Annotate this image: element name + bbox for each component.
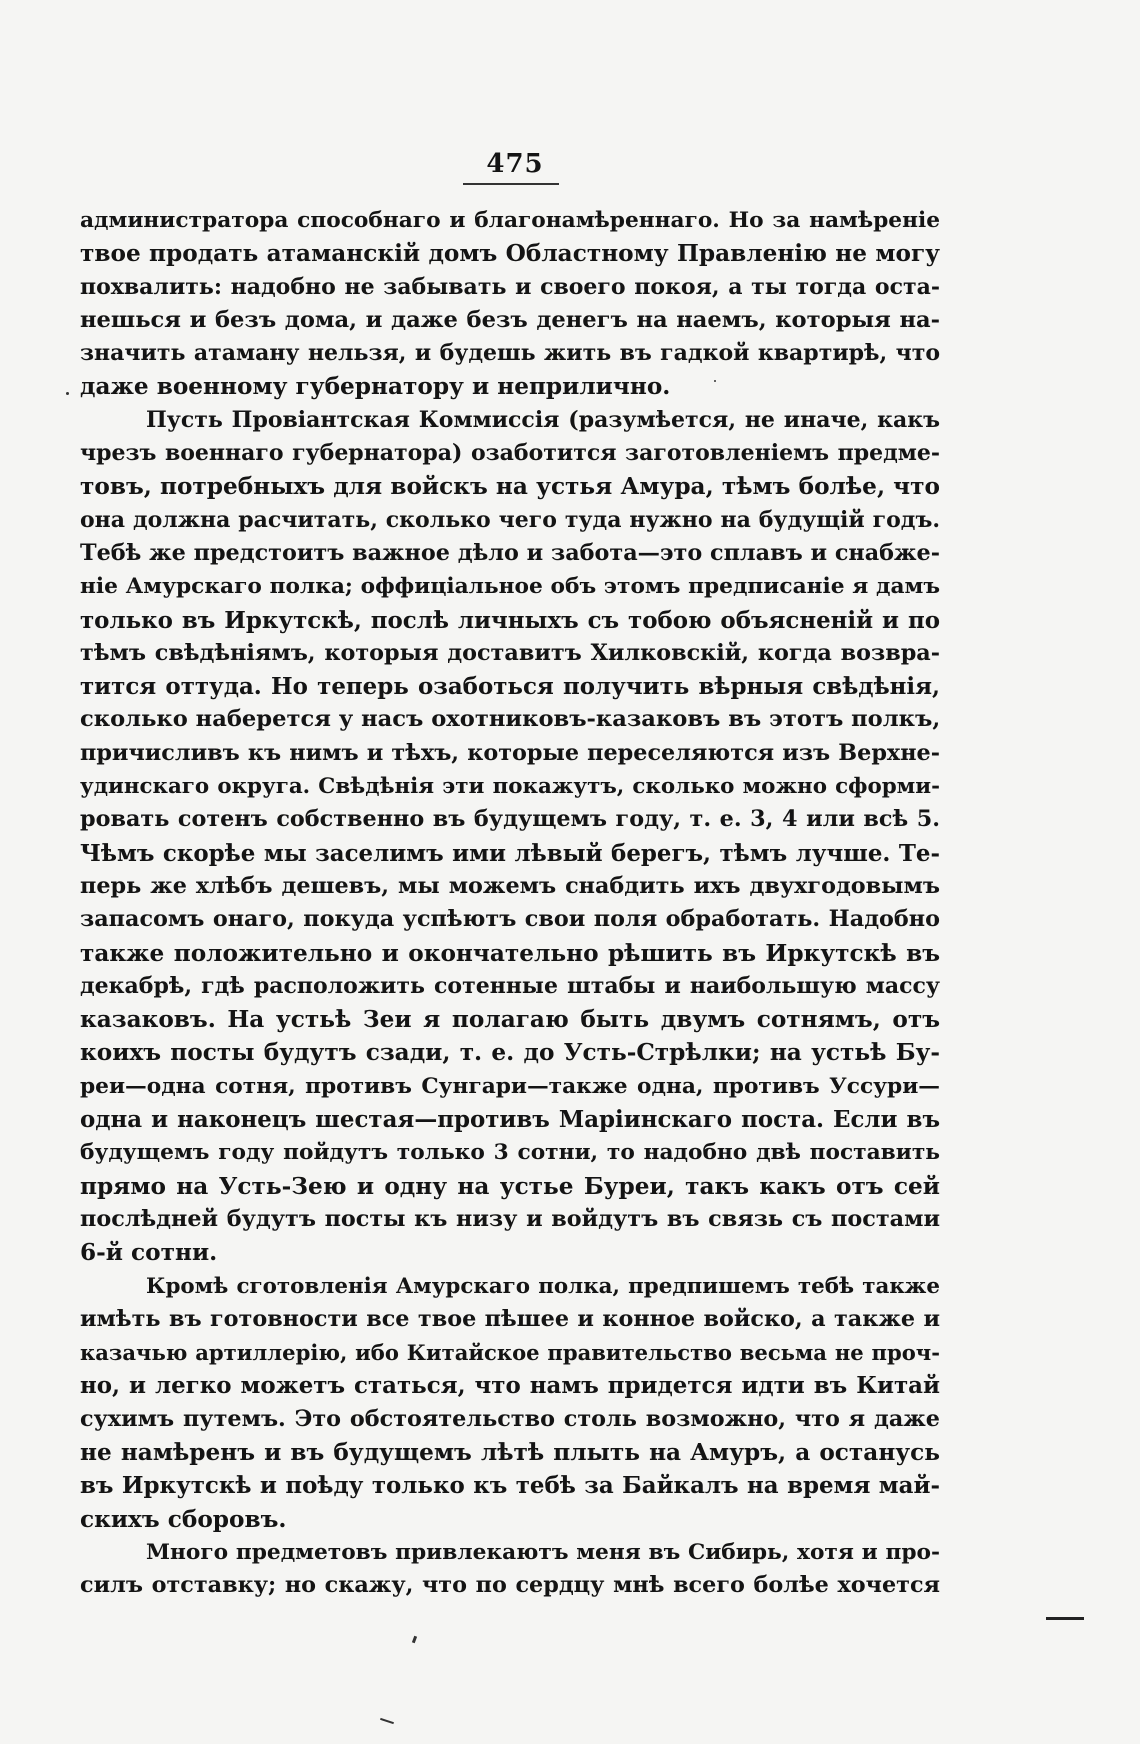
text-line: не намѣренъ и въ будущемъ лѣтѣ плыть на Амуръ, а останусь — [80, 1438, 940, 1466]
paragraph-2 — [80, 404, 940, 1270]
text-line: ніе Амурскаго полка; оффиціальное объ этомъ предписаніе я дамъ — [80, 574, 940, 600]
text-line: нешься и безъ дома, и даже безъ денегъ на наемъ, которыя на- — [80, 306, 940, 333]
body-text — [80, 204, 940, 1602]
text-line: ровать сотенъ собственно въ будущемъ году, т. е. 3, 4 или всѣ 5. — [80, 806, 940, 833]
text-line: Кромѣ сготовленія Амурскаго полка, предпишемъ тебѣ также — [146, 1273, 940, 1299]
text-line: тѣмъ свѣдѣніямъ, которыя доставитъ Хилковскій, когда возвра- — [80, 639, 940, 666]
paragraph-4 — [80, 1536, 940, 1603]
text-line: казаковъ. На устьѣ Зеи я полагаю быть двумъ сотнямъ, отъ — [80, 1006, 940, 1034]
text-line: товъ, потребныхъ для войскъ на устья Амура, тѣмъ болѣе, что — [80, 473, 940, 501]
paragraph-3 — [80, 1270, 940, 1536]
text-line: похвалить: надобно не забывать и своего покоя, а ты тогда оста- — [80, 273, 940, 300]
text-line: послѣдней будутъ посты къ низу и войдутъ въ связь съ постами — [80, 1205, 940, 1232]
page-number: 475 — [486, 149, 544, 179]
text-line: будущемъ году пойдутъ только 3 сотни, то надобно двѣ поставить — [80, 1140, 940, 1166]
text-line: запасомъ онаго, покуда успѣютъ свои поля обработать. Надобно — [80, 906, 940, 933]
text-line: причисливъ къ нимъ и тѣхъ, которые переселяются изъ Верхне- — [80, 739, 940, 766]
text-line: перь же хлѣбъ дешевъ, мы можемъ снабдить ихъ двухгодовымъ — [80, 872, 940, 899]
text-line: сколько наберется у насъ охотниковъ-казаковъ въ этотъ полкъ, — [80, 706, 940, 733]
scan-speck — [380, 1718, 394, 1724]
text-line: силъ отставку; но скажу, что по сердцу мнѣ всего болѣе хочется — [80, 1572, 940, 1599]
text-line: удинскаго округа. Свѣдѣнія эти покажутъ, сколько можно сформи- — [80, 774, 940, 800]
text-line: но, и легко можетъ статься, что намъ придется идти въ Китай — [80, 1372, 940, 1400]
page-number-rule — [463, 183, 559, 185]
scan-speck — [714, 380, 716, 382]
text-line: Много предметовъ привлекаютъ меня въ Сибирь, хотя и про- — [146, 1539, 940, 1565]
text-line: чрезъ военнаго губернатора) озаботится заготовленіемъ предме- — [80, 440, 940, 467]
text-line: сухимъ путемъ. Это обстоятельство столь возможно, что я даже — [80, 1405, 940, 1432]
scan-speck — [412, 1636, 417, 1644]
text-line: 6-й сотни. — [80, 1239, 218, 1267]
text-line: твое продать атаманскій домъ Областному Правленію не могу — [80, 240, 940, 268]
text-line: имѣть въ готовности все твое пѣшее и конное войско, а также и — [80, 1305, 940, 1332]
text-line: Чѣмъ скорѣе мы заселимъ ими лѣвый берегъ, тѣмъ лучше. Те- — [80, 839, 940, 867]
text-line: значить атаману нельзя, и будешь жить въ гадкой квартирѣ, что — [80, 340, 940, 367]
text-line: тится оттуда. Но теперь озаботься получить вѣрныя свѣдѣнія, — [80, 673, 940, 701]
text-line: Пусть Провіантская Коммиссія (разумѣется, не иначе, какъ — [146, 406, 940, 433]
margin-dash-mark — [1046, 1617, 1084, 1620]
text-line: прямо на Усть-Зею и одну на устье Буреи, такъ какъ отъ сей — [80, 1172, 940, 1200]
text-line: также положительно и окончательно рѣшить въ Иркутскѣ въ — [80, 939, 940, 967]
text-line: коихъ посты будутъ сзади, т. е. до Усть-Стрѣлки; на устьѣ Бу- — [80, 1039, 940, 1067]
text-line: казачью артиллерію, ибо Китайское правительство весьма не проч- — [80, 1340, 940, 1366]
text-line: даже военному губернатору и неприлично. — [80, 373, 671, 401]
text-line: скихъ сборовъ. — [80, 1505, 287, 1533]
text-line: только въ Иркутскѣ, послѣ личныхъ съ тобою объясненій и по — [80, 606, 940, 634]
text-line: реи—одна сотня, противъ Сунгари—также одна, противъ Уссури— — [80, 1073, 940, 1099]
text-line: въ Иркутскѣ и поѣду только къ тебѣ за Байкалъ на время май- — [80, 1472, 940, 1500]
scan-speck — [66, 392, 69, 395]
text-line: декабрѣ, гдѣ расположить сотенные штабы и наибольшую массу — [80, 972, 940, 999]
text-line: одна и наконецъ шестая—противъ Маріинскаго поста. Если въ — [80, 1106, 940, 1134]
text-line: Тебѣ же предстоитъ важное дѣло и забота—это сплавъ и снабже- — [80, 539, 940, 566]
text-line: она должна расчитать, сколько чего туда нужно на будущій годъ. — [80, 506, 940, 533]
paragraph-1 — [80, 204, 940, 404]
text-line: администратора способнаго и благонамѣреннаго. Но за намѣреніе — [80, 208, 940, 233]
